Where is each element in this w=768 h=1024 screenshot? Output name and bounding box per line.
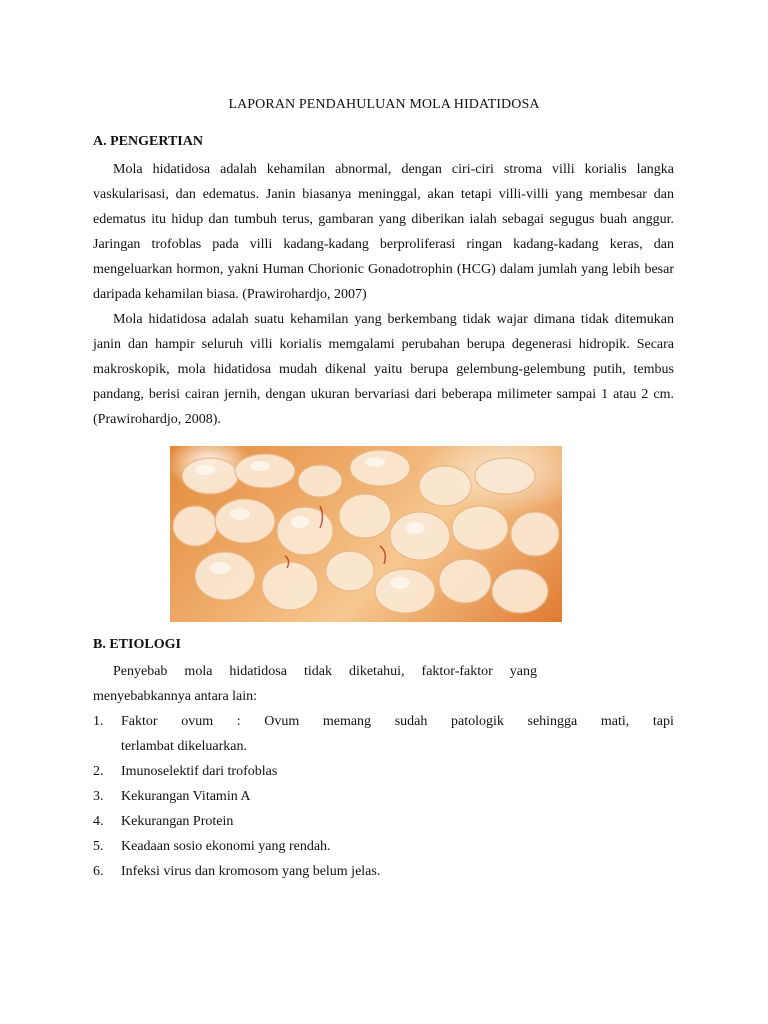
list-number: 6.: [93, 864, 104, 879]
word: mati,: [600, 714, 630, 729]
list-number: 1.: [93, 714, 104, 729]
list-number: 4.: [93, 814, 104, 829]
list-number: 3.: [93, 789, 104, 804]
word: :: [236, 714, 241, 729]
word: memang: [322, 714, 372, 729]
grape-vesicles-illustration: [170, 446, 562, 622]
list-item-text: Keadaan sosio ekonomi yang rendah.: [121, 839, 331, 854]
section-a-heading: A. PENGERTIAN: [93, 134, 203, 149]
section-a-paragraph-1: Mola hidatidosa adalah kehamilan abnormal, dengan ciri-ciri stroma villi korialis langka vaskularisasi, dan edematus. Janin biasanya meninggal, akan tetapi villi-villi yang membesar dan edematus itu hidup dan tumbuh terus, gambaran yang diberikan ialah sebagai segugus buah anggur. Jaringan trofoblas pada villi kadang-kadang berproliferasi ringan kadang-kadang keras, dan mengeluarkan hormon, yakni Human Chorionic Gonadotrophin (HCG) dalam jumlah yang lebih besar daripada kehamilan biasa. (Prawirohardjo, 2007): [93, 162, 674, 302]
section-b-heading: B. ETIOLOGI: [93, 637, 181, 652]
list-item-text: Kekurangan Protein: [121, 814, 234, 829]
word: sehingga: [527, 714, 578, 729]
mola-hidatidosa-photo: [170, 446, 562, 622]
word: Faktor: [121, 714, 158, 729]
etiologi-intro-line-1: Penyebab mola hidatidosa tidak diketahui, faktor-faktor yang: [113, 664, 537, 679]
word: Ovum: [264, 714, 300, 729]
document-title: LAPORAN PENDAHULUAN MOLA HIDATIDOSA: [228, 97, 540, 112]
list-item-text: Imunoselektif dari trofoblas: [121, 764, 278, 779]
word: ovum: [181, 714, 214, 729]
section-a-paragraph-2: Mola hidatidosa adalah suatu kehamilan yang berkembang tidak wajar dimana tidak ditemukan janin dan hampir seluruh villi korialis memgalami perubahan berupa degenerasi hidropik. Secara makroskopik, mola hidatidosa mudah dikenal yaitu berupa gelembung-gelembung putih, tembus pandang, berisi cairan jernih, dengan ukuran bervariasi dari beberapa milimeter sampai 1 atau 2 cm. (Prawirohardjo, 2008).: [93, 312, 674, 427]
list-item-text: Kekurangan Vitamin A: [121, 789, 251, 804]
list-number: 2.: [93, 764, 104, 779]
word: patologik: [450, 714, 504, 729]
list-number: 5.: [93, 839, 104, 854]
etiologi-intro-line-2: menyebabkannya antara lain:: [93, 689, 258, 704]
list-item-text: Infeksi virus dan kromosom yang belum jelas.: [121, 864, 381, 879]
word: tapi: [652, 714, 674, 729]
list-item-1-continuation: terlambat dikeluarkan.: [121, 739, 247, 754]
list-item-1-first-line: [121, 709, 674, 734]
word: sudah: [394, 714, 428, 729]
